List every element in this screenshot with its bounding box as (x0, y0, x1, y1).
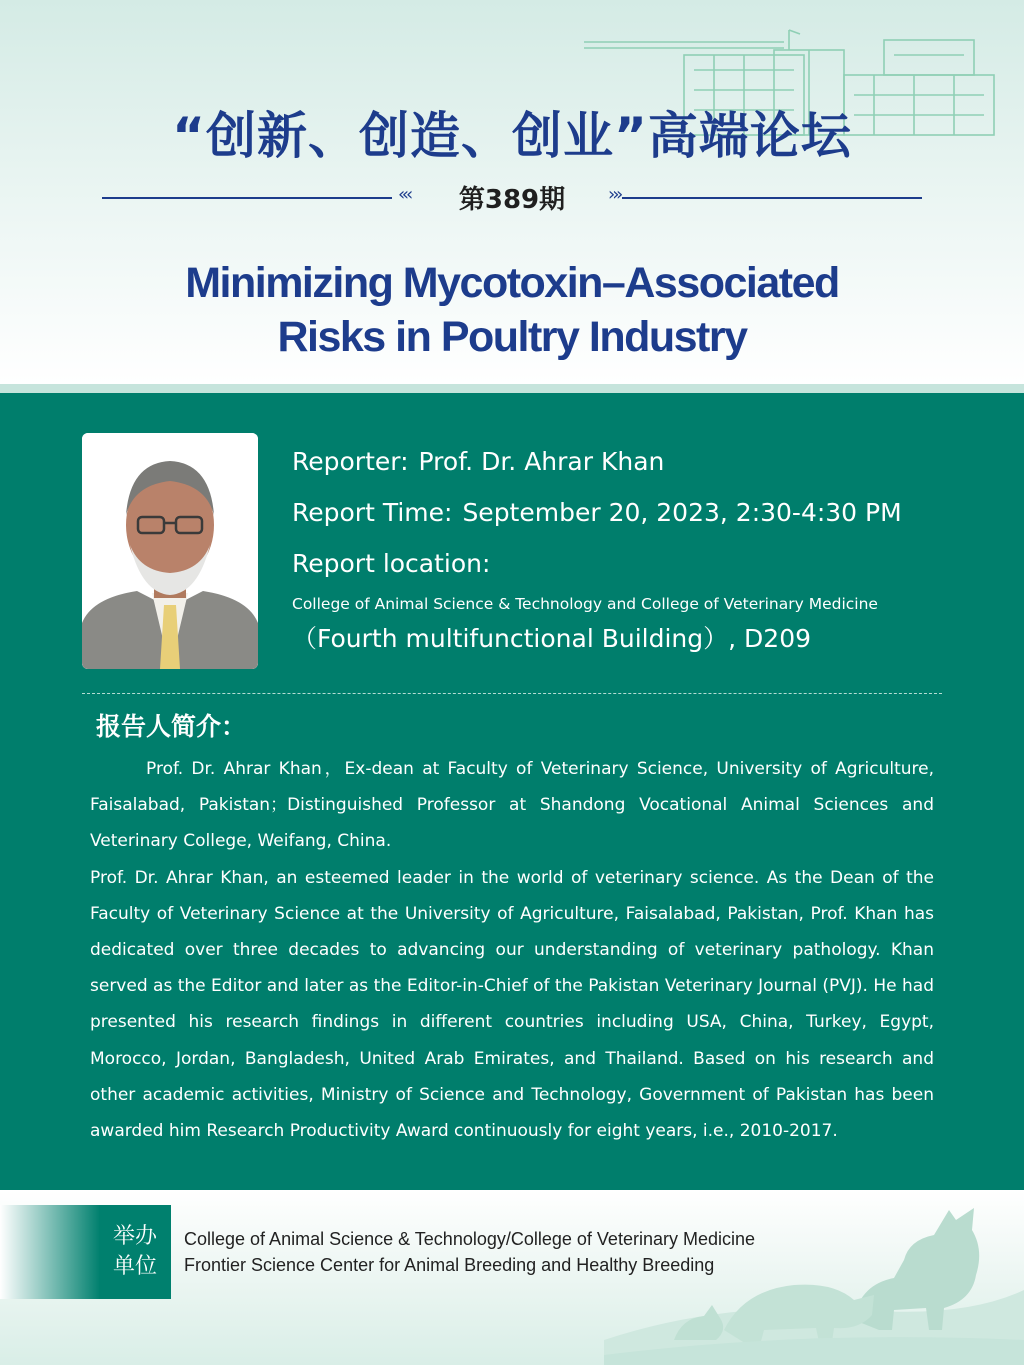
bio-paragraph-2: Prof. Dr. Ahrar Khan, an esteemed leader in the world of veterinary science. As the Dean of the Faculty of Veterinary Science at the University of Agriculture, Faisalabad, Pakistan, Prof. Khan has dedicated over three decades to advancing our understanding of veterinary pathology. Khan served as the Editor and later as the Editor-in-Chief of the Pakistan Veterinary Journal (PVJ). He had presented his research findings in different countries including USA, China, Turkey, Egypt, Morocco, Jordan, Bangladesh, United Arab Emirates, and Thailand. Based on his research and other academic activities, Ministry of Science and Technology, Government of Pakistan has been awarded him Research Productivity Award continuously for eight years, i.e., 2010-2017. (90, 867, 934, 1142)
time-value: September 20, 2023, 2:30-4:30 PM (462, 498, 902, 527)
speaker-portrait-icon (82, 433, 258, 669)
forum-title: “创新、创造、创业”高端论坛 (172, 107, 852, 165)
reporter-value: Prof. Dr. Ahrar Khan (418, 447, 665, 476)
host-footer (0, 1190, 1024, 1365)
bio-body (90, 751, 934, 1149)
host-label-line-2: 单位 (112, 1254, 157, 1279)
chevron-left-icon: «‹ (398, 184, 411, 205)
host-org-2: Frontier Science Center for Animal Breeding and Healthy Breeding (184, 1255, 715, 1275)
speaker-portrait (82, 433, 258, 669)
location-line-2: （Fourth multifunctional Building）, D209 (292, 624, 812, 653)
speaker-section (0, 393, 1024, 1190)
host-label-line-1: 举办 (112, 1224, 157, 1249)
host-label (99, 1205, 171, 1299)
host-organizations (184, 1226, 755, 1278)
reporter-label: Reporter: (292, 447, 409, 476)
poster-header (0, 0, 1024, 384)
header-divider-band (0, 384, 1024, 393)
time-line (292, 498, 902, 527)
issue-divider-left (102, 197, 392, 199)
reporter-line (292, 447, 664, 476)
bio-paragraph-1: Prof. Dr. Ahrar Khan，Ex-dean at Faculty of Veterinary Science, University of Agriculture, Faisalabad, Pakistan；Distinguished Professor at Shandong Vocational Animal Sciences and Veterinary College, Weifang, China. (90, 759, 934, 852)
talk-title (0, 256, 1024, 364)
location-line-1: College of Animal Science & Technology and College of Veterinary Medicine (292, 595, 878, 613)
talk-title-line-2: Risks in Poultry Industry (277, 313, 747, 361)
issue-row (102, 178, 922, 218)
footer-accent-strip (0, 1205, 100, 1299)
issue-divider-right (622, 197, 922, 199)
talk-title-line-1: Minimizing Mycotoxin–Associated (185, 259, 839, 307)
host-org-1: College of Animal Science & Technology/College of Veterinary Medicine (184, 1229, 755, 1249)
time-label: Report Time: (292, 498, 453, 527)
section-divider (82, 693, 942, 694)
chevron-right-icon: ›» (608, 184, 621, 205)
location-label: Report location: (292, 549, 491, 578)
bio-heading: 报告人简介： (96, 712, 247, 741)
issue-number: 第389期 (458, 185, 566, 215)
